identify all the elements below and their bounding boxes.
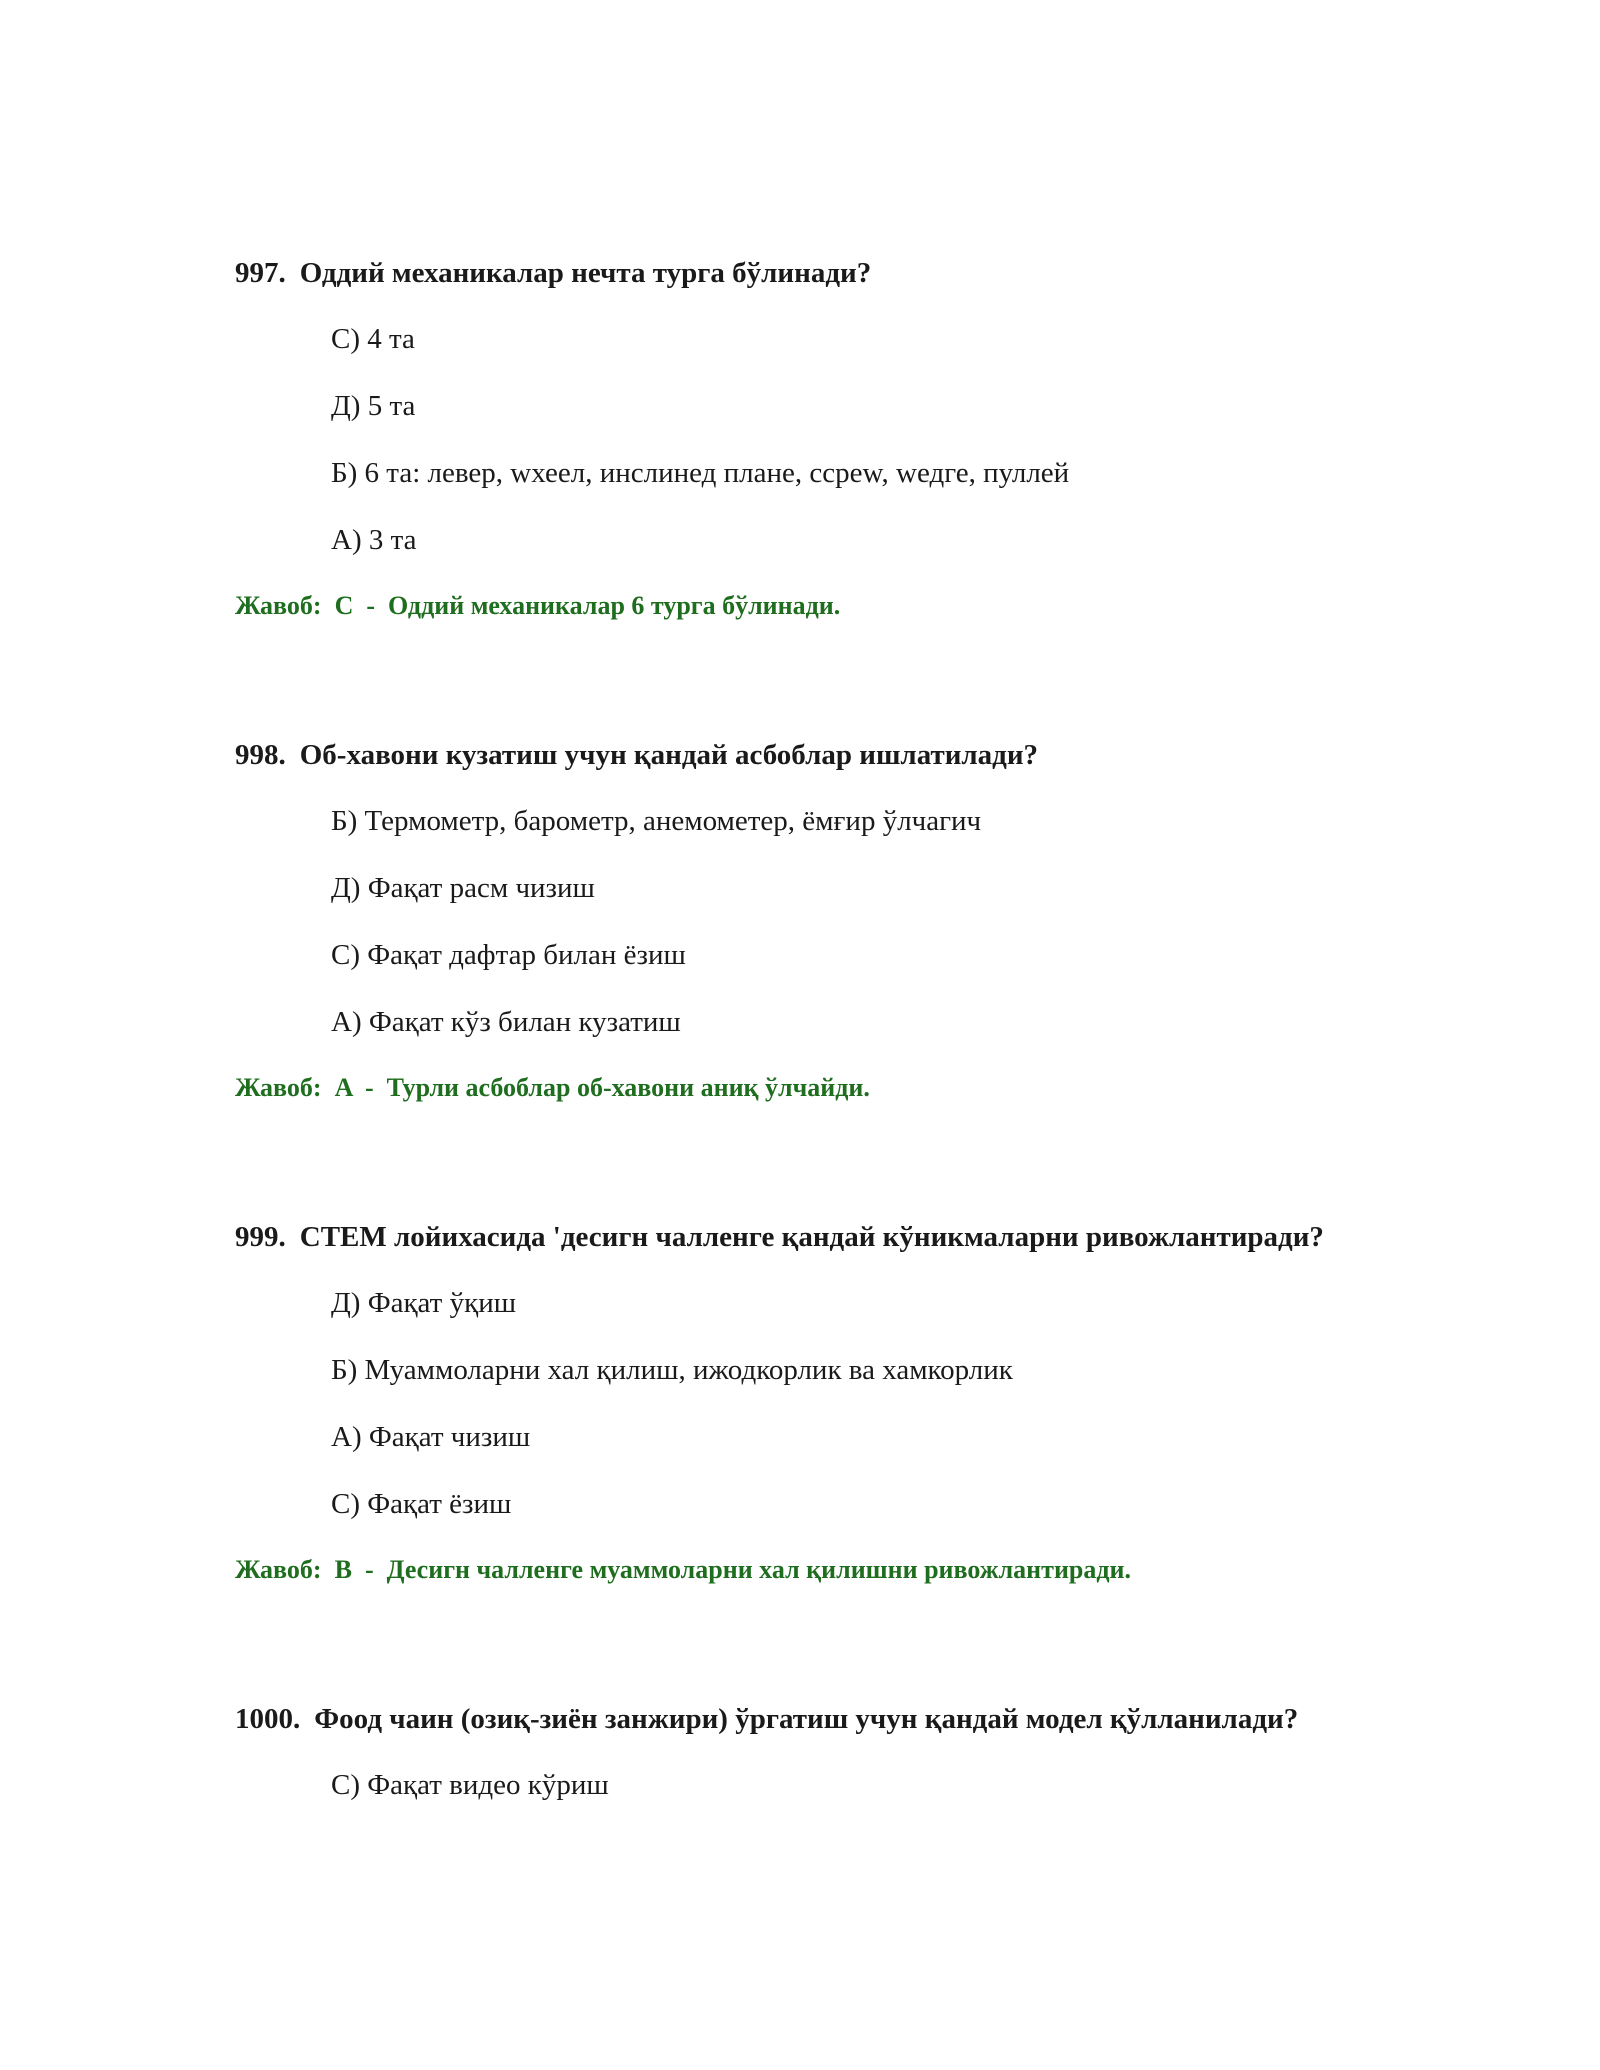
answer-explanation: Десигн чалленге муаммоларни хал қилишни ривожлантиради. [386,1555,1132,1584]
question-block-999 [235,1216,1365,1590]
answer-line: Жавоб: C - Оддий механикалар 6 турга бўлинади. [235,591,841,620]
question-text: Оддий механикалар нечта турга бўлинади? [299,257,872,289]
answer-option: Д) Фақат расм чизиш [331,872,595,904]
question-number: 998. [235,739,286,771]
answer-option: Д) Фақат ўқиш [331,1287,517,1319]
answer-option: Д) 5 та [331,390,416,422]
answer-option: С) Фақат дафтар билан ёзиш [331,939,686,971]
question-block-997 [235,252,1365,626]
spacer [235,626,1365,734]
answer-letter: B [334,1555,352,1584]
answer-explanation: Оддий механикалар 6 турга бўлинади. [388,591,841,620]
question-heading [235,1698,1365,1740]
spacer [235,1108,1365,1216]
answer-option: С) Фақат видео кўриш [331,1769,609,1801]
answer-option: Б) Муаммоларни хал қилиш, ижодкорлик ва хамкорлик [331,1354,1013,1386]
question-heading [235,734,1365,776]
question-text: Об-хавони кузатиш учун қандай асбоблар ишлатилади? [299,739,1039,771]
answer-line: Жавоб: B - Десигн чалленге муаммоларни хал қилишни ривожлантиради. [235,1555,1132,1584]
answer-label: Жавоб: [235,1555,322,1584]
answer-option: С) Фақат ёзиш [331,1488,512,1520]
question-number: 999. [235,1221,286,1253]
question-text: Фоод чаин (озиқ-зиён занжири) ўргатиш учун қандай модел қўлланилади? [314,1703,1299,1735]
answer-label: Жавоб: [235,591,322,620]
question-block-1000 [235,1698,1365,1806]
answer-option: А) Фақат чизиш [331,1421,531,1453]
answer-line: Жавоб: A - Турли асбоблар об-хавони аниқ ўлчайди. [235,1073,870,1102]
spacer [235,1590,1365,1698]
question-number: 1000. [235,1703,301,1735]
answer-option: Б) Термометр, барометр, анемометер, ёмғир ўлчагич [331,805,982,837]
answer-option: А) Фақат кўз билан кузатиш [331,1006,681,1038]
question-text: СТЕМ лойихасида 'десигн чалленге қандай кўникмаларни ривожлантиради? [299,1221,1324,1253]
answer-explanation: Турли асбоблар об-хавони аниқ ўлчайди. [386,1073,870,1102]
question-heading [235,1216,1365,1258]
answer-option: Б) 6 та: левер, wхеел, инслинед плане, ссреw, wедге, пуллей [331,457,1070,489]
question-number: 997. [235,257,286,289]
answer-option: А) 3 та [331,524,417,556]
answer-letter: A [334,1073,352,1102]
document-page [235,252,1365,1831]
answer-label: Жавоб: [235,1073,322,1102]
question-block-998 [235,734,1365,1108]
answer-letter: C [334,591,354,620]
answer-option: С) 4 та [331,323,415,355]
question-heading [235,252,1365,294]
